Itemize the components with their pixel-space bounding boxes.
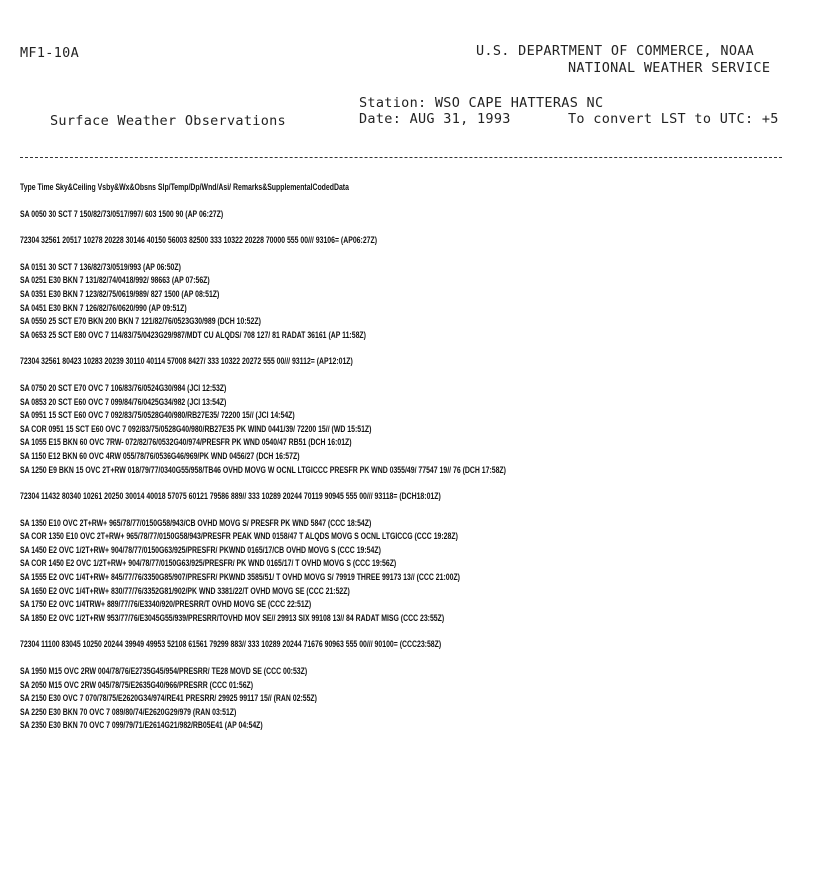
observation-block xyxy=(20,382,820,477)
observation-blocks xyxy=(20,208,820,733)
observation-line: 72304 32561 20517 10278 20228 30146 40150 56003 82500 333 10322 20228 70000 555 00/// 93106= (AP06:27Z) xyxy=(20,235,378,247)
observation-listing xyxy=(20,181,820,733)
observation-line: SA 2150 E30 OVC 7 070/78/75/E2620G34/974/RE41 PRESRR/ 29925 99117 15// (RAN 02:55Z) xyxy=(20,693,317,705)
observation-line: SA 0853 20 SCT E60 OVC 7 099/84/76/0425G34/982 (JCI 13:54Z) xyxy=(20,396,227,408)
service-name: NATIONAL WEATHER SERVICE xyxy=(568,60,771,76)
observation-line: SA 0451 E30 BKN 7 126/82/76/0620/990 (AP 09:51Z) xyxy=(20,302,187,314)
observation-line: 72304 32561 80423 10283 20239 30110 40114 57008 8427/ 333 10322 20272 555 00/// 93112= (AP12:01Z) xyxy=(20,356,353,368)
observation-line: SA COR 0951 15 SCT E60 OVC 7 092/83/75/0528G40/980/RB27E35 PK WIND 0441/39/ 72200 15// (WD 15:51Z) xyxy=(20,423,372,435)
utc-conversion-note: To convert LST to UTC: +5 xyxy=(568,111,779,127)
observation-block xyxy=(20,665,820,733)
observation-line: SA 2250 E30 BKN 70 OVC 7 089/80/74/E2620G29/979 (RAN 03:51Z) xyxy=(20,706,237,718)
observation-block xyxy=(20,208,820,222)
column-header: Type Time Sky&Ceiling Vsby&Wx&Obsns Slp/Temp/Dp/Wnd/Asi/ Remarks&SupplementalCodedData xyxy=(20,182,349,193)
form-id: MF1-10A xyxy=(20,45,79,61)
observation-block xyxy=(20,234,820,248)
observation-line: SA 0050 30 SCT 7 150/82/73/0517/997/ 603 1500 90 (AP 06:27Z) xyxy=(20,208,224,220)
observation-block xyxy=(20,638,820,652)
observation-line: SA COR 1350 E10 OVC 2T+RW+ 965/78/77/0150G58/943/PRESFR PEAK WND 0158/47 T ALQDS MOVG S OCNL LTGICCG (CCC 19:28Z) xyxy=(20,531,458,543)
observation-line: SA 1850 E2 OVC 1/2T+RW 953/77/76/E3045G55/939/PRESRR/TOVHD MOV SE// 29913 SIX 99108 13// 84 RADAT MISG (CCC 23:55Z) xyxy=(20,612,445,624)
report-title: Surface Weather Observations xyxy=(50,113,286,129)
observation-line: SA 0750 20 SCT E70 OVC 7 106/83/76/0524G30/984 (JCI 12:53Z) xyxy=(20,382,227,394)
observation-line: SA 1250 E9 BKN 15 OVC 2T+RW 018/79/77/0340G55/958/TB46 OVHD MOVG W OCNL LTGICCC PRESFR PK WND 0355/49/ 77547 19// 76 (DCH 17:58Z) xyxy=(20,464,506,476)
observation-line: SA 0550 25 SCT E70 BKN 200 BKN 7 121/82/76/0523G30/989 (DCH 10:52Z) xyxy=(20,316,261,328)
header-divider xyxy=(20,157,782,158)
observation-line: SA 1750 E2 OVC 1/4TRW+ 889/77/76/E3340/920/PRESRR/T OVHD MOVG SE (CCC 22:51Z) xyxy=(20,599,312,611)
observation-date: Date: AUG 31, 1993 xyxy=(359,111,511,127)
observation-line: SA 1055 E15 BKN 60 OVC 7RW- 072/82/76/0532G40/974/PRESFR PK WND 0540/47 RB51 (DCH 16:01Z) xyxy=(20,437,352,449)
observation-line: SA COR 1450 E2 OVC 1/2T+RW+ 904/78/77/0150G63/925/PRESFR/ PK WND 0165/17/ T OVHD MOVG S (CCC 19:56Z) xyxy=(20,558,397,570)
observation-block xyxy=(20,355,820,369)
observation-line: SA 0951 15 SCT E60 OVC 7 092/83/75/0528G40/980/RB27E35/ 72200 15// (JCI 14:54Z) xyxy=(20,410,295,422)
observation-line: SA 2350 E30 BKN 70 OVC 7 099/79/71/E2614G21/982/RB05E41 (AP 04:54Z) xyxy=(20,720,263,732)
observation-line: SA 1150 E12 BKN 60 OVC 4RW 055/78/76/0536G46/969/PK WND 0456/27 (DCH 16:57Z) xyxy=(20,450,300,462)
observation-line: SA 1450 E2 OVC 1/2T+RW+ 904/78/77/0150G63/925/PRESFR/ PKWND 0165/17/CB OVHD MOVG S (CCC 19:54Z) xyxy=(20,544,381,556)
observation-line: SA 1950 M15 OVC 2RW 004/78/76/E2735G45/954/PRESRR/ TE28 MOVD SE (CCC 00:53Z) xyxy=(20,666,308,678)
observation-line: SA 2050 M15 OVC 2RW 045/78/75/E2635G40/966/PRESRR (CCC 01:56Z) xyxy=(20,679,254,691)
station-name: Station: WSO CAPE HATTERAS NC xyxy=(359,95,604,111)
department-name: U.S. DEPARTMENT OF COMMERCE, NOAA xyxy=(476,43,755,59)
observation-line: SA 1350 E10 OVC 2T+RW+ 965/78/77/0150G58/943/CB OVHD MOVG S/ PRESFR PK WND 5847 (CCC 18:54Z) xyxy=(20,517,372,529)
observation-block xyxy=(20,517,820,626)
observation-line: SA 0151 30 SCT 7 136/82/73/0519/993 (AP 06:50Z) xyxy=(20,261,181,273)
observation-block xyxy=(20,490,820,504)
observation-line: SA 1650 E2 OVC 1/4T+RW+ 830/77/76/3352G81/902/PK WND 3381/22/T OVHD MOVG SE (CCC 21:52Z) xyxy=(20,585,350,597)
observation-block xyxy=(20,261,820,343)
observation-line: SA 0351 E30 BKN 7 123/82/75/0619/989/ 827 1500 (AP 08:51Z) xyxy=(20,288,220,300)
observation-line: 72304 11432 80340 10261 20250 30014 40018 57075 60121 79586 889// 333 10289 20244 70119 90945 555 00/// 93118= (DCH18:01Z) xyxy=(20,491,441,503)
observation-line: SA 1555 E2 OVC 1/4T+RW+ 845/77/76/3350G85/907/PRESFR/ PKWND 3585/51/ T OVHD MOVG S/ 79919 THREE 99173 13// (CCC 21:00Z) xyxy=(20,572,460,584)
observation-line: 72304 11100 83045 10250 20244 39949 49953 52108 61561 79299 883// 333 10289 20244 71676 90963 555 00/// 90100= (CCC23:58Z) xyxy=(20,639,442,651)
observation-line: SA 0251 E30 BKN 7 131/82/74/0418/992/ 98663 (AP 07:56Z) xyxy=(20,275,210,287)
observation-line: SA 0653 25 SCT E80 OVC 7 114/83/75/0423G29/987/MDT CU ALQDS/ 708 127/ 81 RADAT 36161 (AP 11:58Z) xyxy=(20,329,366,341)
